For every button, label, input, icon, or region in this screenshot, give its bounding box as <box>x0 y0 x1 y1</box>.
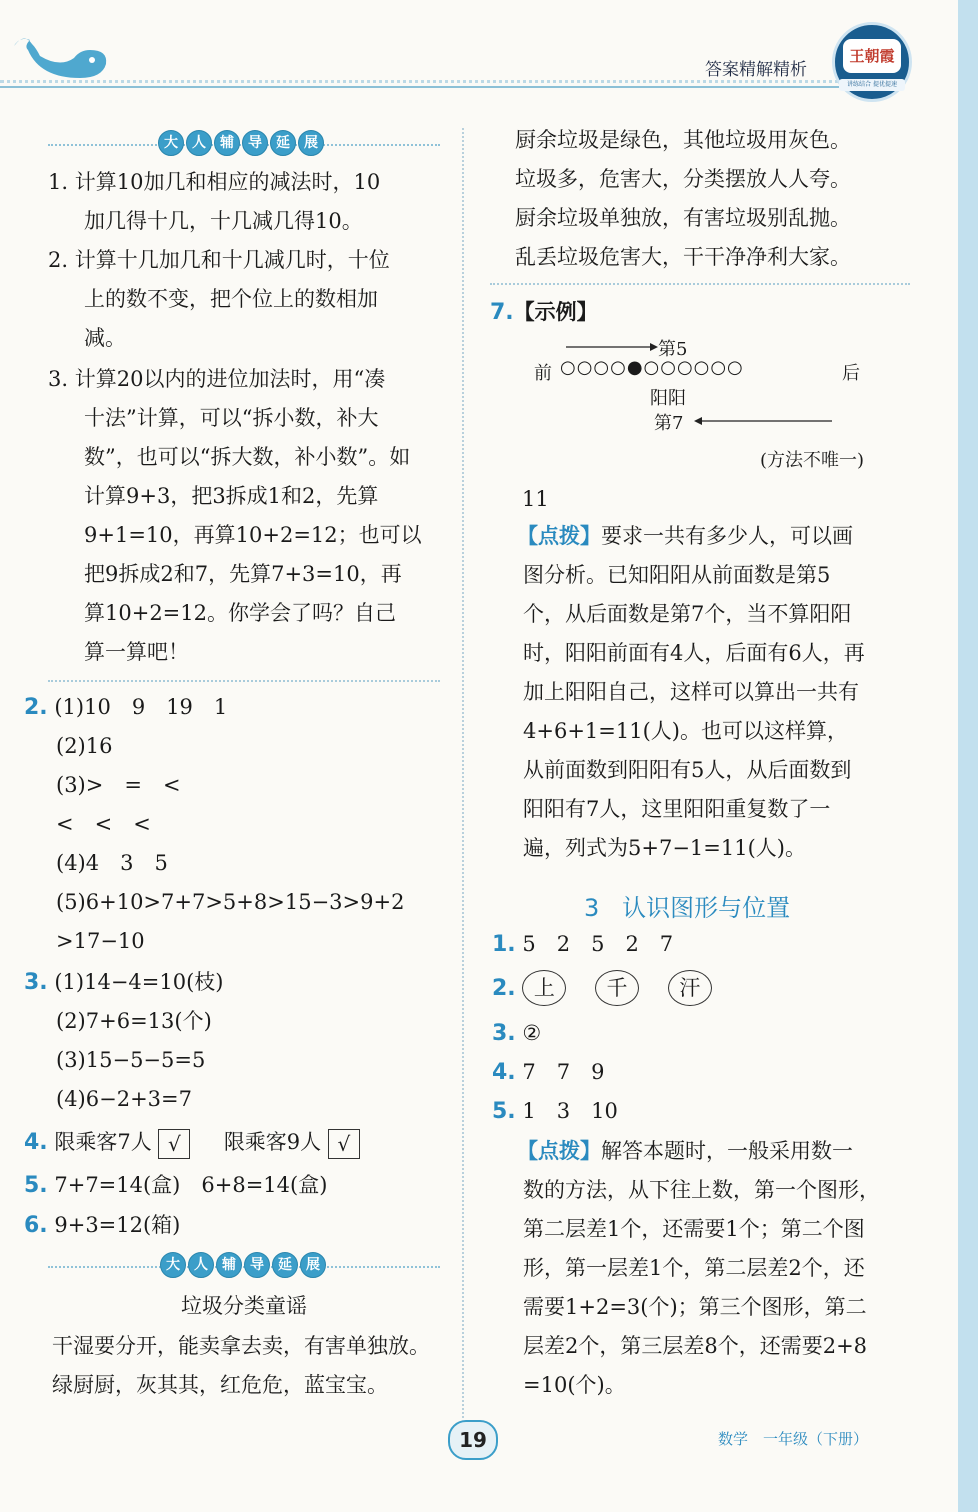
section-q1: 1. 5 2 5 2 7 <box>492 932 674 957</box>
section-q3: 3. ② <box>492 1021 542 1046</box>
guide-banner-2 <box>48 1252 440 1282</box>
q7-tip: 【点拨】要求一共有多少人，可以画 图分析。已知阳阳从前面数是第5 个，从后面数是第7个，当不算阳阳 时，阳阳前面有4人，后面有6人，再 加上阳阳自己，这样可以算出一共有 4+6+1=11(人)。也可以这样算， 从前面数到阳阳有5人，从后面数到 阳阳有7人，这里阳阳重复数了一 遍，列式为5+7−1=11(人)。 <box>517 523 865 860</box>
label-back: 后 <box>842 363 860 384</box>
section-q5-tip: 【点拨】解答本题时，一般采用数一 数的方法，从下往上数，第一个图形， 第二层差1个，还需要1个；第二个图 形，第一层差1个，第二层差2个，还 需要1+2=3(个)；第三个图形，第二 层差2个，第三层差8个，还需要2+8 =10(个)。 <box>517 1138 880 1397</box>
poem-continued: 厨余垃圾是绿色，其他垃圾用灰色。 垃圾多，危害大，分类摆放人人夸。 厨余垃圾单独放，有害垃圾别乱抛。 乱丢垃圾危害大，干干净净利大家。 <box>515 128 851 269</box>
section-q4: 4. 7 7 9 <box>492 1060 605 1085</box>
whale-icon <box>10 28 110 88</box>
question-2: 2. (1)10 9 19 1 (2)16 (3)> = < < < < (4)4 3 5 (5)6+10>7+7>5+8>15−3>9+2 >17−10 <box>24 695 405 953</box>
q7-answer: 11 <box>522 487 549 511</box>
queue-diagram <box>530 335 890 435</box>
guide-end-rule <box>48 680 440 682</box>
right-edge-bar <box>958 0 978 1512</box>
label-fifth: 第5 <box>658 339 688 360</box>
poem-lines: 干湿要分开，能卖拿去卖，有害单独放。 绿厨厨，灰其其，红危危，蓝宝宝。 <box>52 1334 430 1397</box>
circled-char-1: 上 <box>522 970 566 1006</box>
logo-ribbon: 讲练结合 提优提速 <box>839 79 905 91</box>
footer-subject: 数学 一年级（下册） <box>718 1430 869 1448</box>
section-title: 3 认识图形与位置 <box>584 894 791 922</box>
poem-title: 垃圾分类童谣 <box>181 1294 307 1318</box>
circled-char-3: 汗 <box>668 970 712 1006</box>
guide-item-2: 2. 计算十几加几和十几减几时，十位 上的数不变，把个位上的数相加 减。 <box>48 248 390 350</box>
guide-banner-1 <box>48 130 440 160</box>
label-front: 前 <box>534 363 552 384</box>
question-5: 5. 7+7=14(盒) 6+8=14(盒) <box>24 1173 328 1198</box>
question-3: 3. (1)14−4=10(枝) (2)7+6=13(个) (3)15−5−5=5 (4)6−2+3=7 <box>24 970 224 1111</box>
queue-arrows <box>530 335 890 435</box>
queue-circles: ○○○○●○○○○○○ <box>560 357 744 378</box>
guide-item-3: 3. 计算20以内的进位加法时，用“凑 十法”计算，可以“拆小数，补大 数”，也可以“拆大数，补小数”。如 计算9+3，把3拆成1和2，先算 9+1=10，再算10+2=12；也可以 把9拆成2和7，先算7+3=10，再 算10+2=12。你学会了吗？自己 算一算吧！ <box>48 367 422 664</box>
logo-text: 王朝霞 <box>843 39 901 73</box>
question-7: 7.【示例】 <box>490 299 598 325</box>
header-rule <box>0 86 900 88</box>
header-title: 答案精解精析 <box>705 60 807 80</box>
method-note: (方法不唯一) <box>760 450 865 471</box>
check-box-b: √ <box>328 1129 360 1159</box>
page-number: 19 <box>448 1420 498 1460</box>
guide-item-1: 1. 计算10加几和相应的减法时，10 加几得十几，十几减几得10。 <box>48 170 381 233</box>
page-header <box>0 0 978 120</box>
question-6: 6. 9+3=12(箱) <box>24 1213 181 1238</box>
section-q2: 2. 上 千 汗 <box>492 969 734 1008</box>
check-box-a: √ <box>158 1129 190 1159</box>
poem-end-rule <box>490 283 910 285</box>
publisher-logo <box>832 22 912 102</box>
section-q5: 5. 1 3 10 <box>492 1099 618 1124</box>
label-yangyang: 阳阳 <box>650 388 686 409</box>
guide-banner-label: 大 人 辅 导 延 展 <box>160 1252 326 1278</box>
guide-banner-label: 大 人 辅 导 延 展 <box>158 130 324 156</box>
circled-char-2: 千 <box>595 970 639 1006</box>
question-4: 4. 限乘客7人 √ 限乘客9人 √ <box>24 1123 360 1162</box>
label-seventh: 第7 <box>654 413 684 434</box>
column-divider <box>462 128 464 1418</box>
